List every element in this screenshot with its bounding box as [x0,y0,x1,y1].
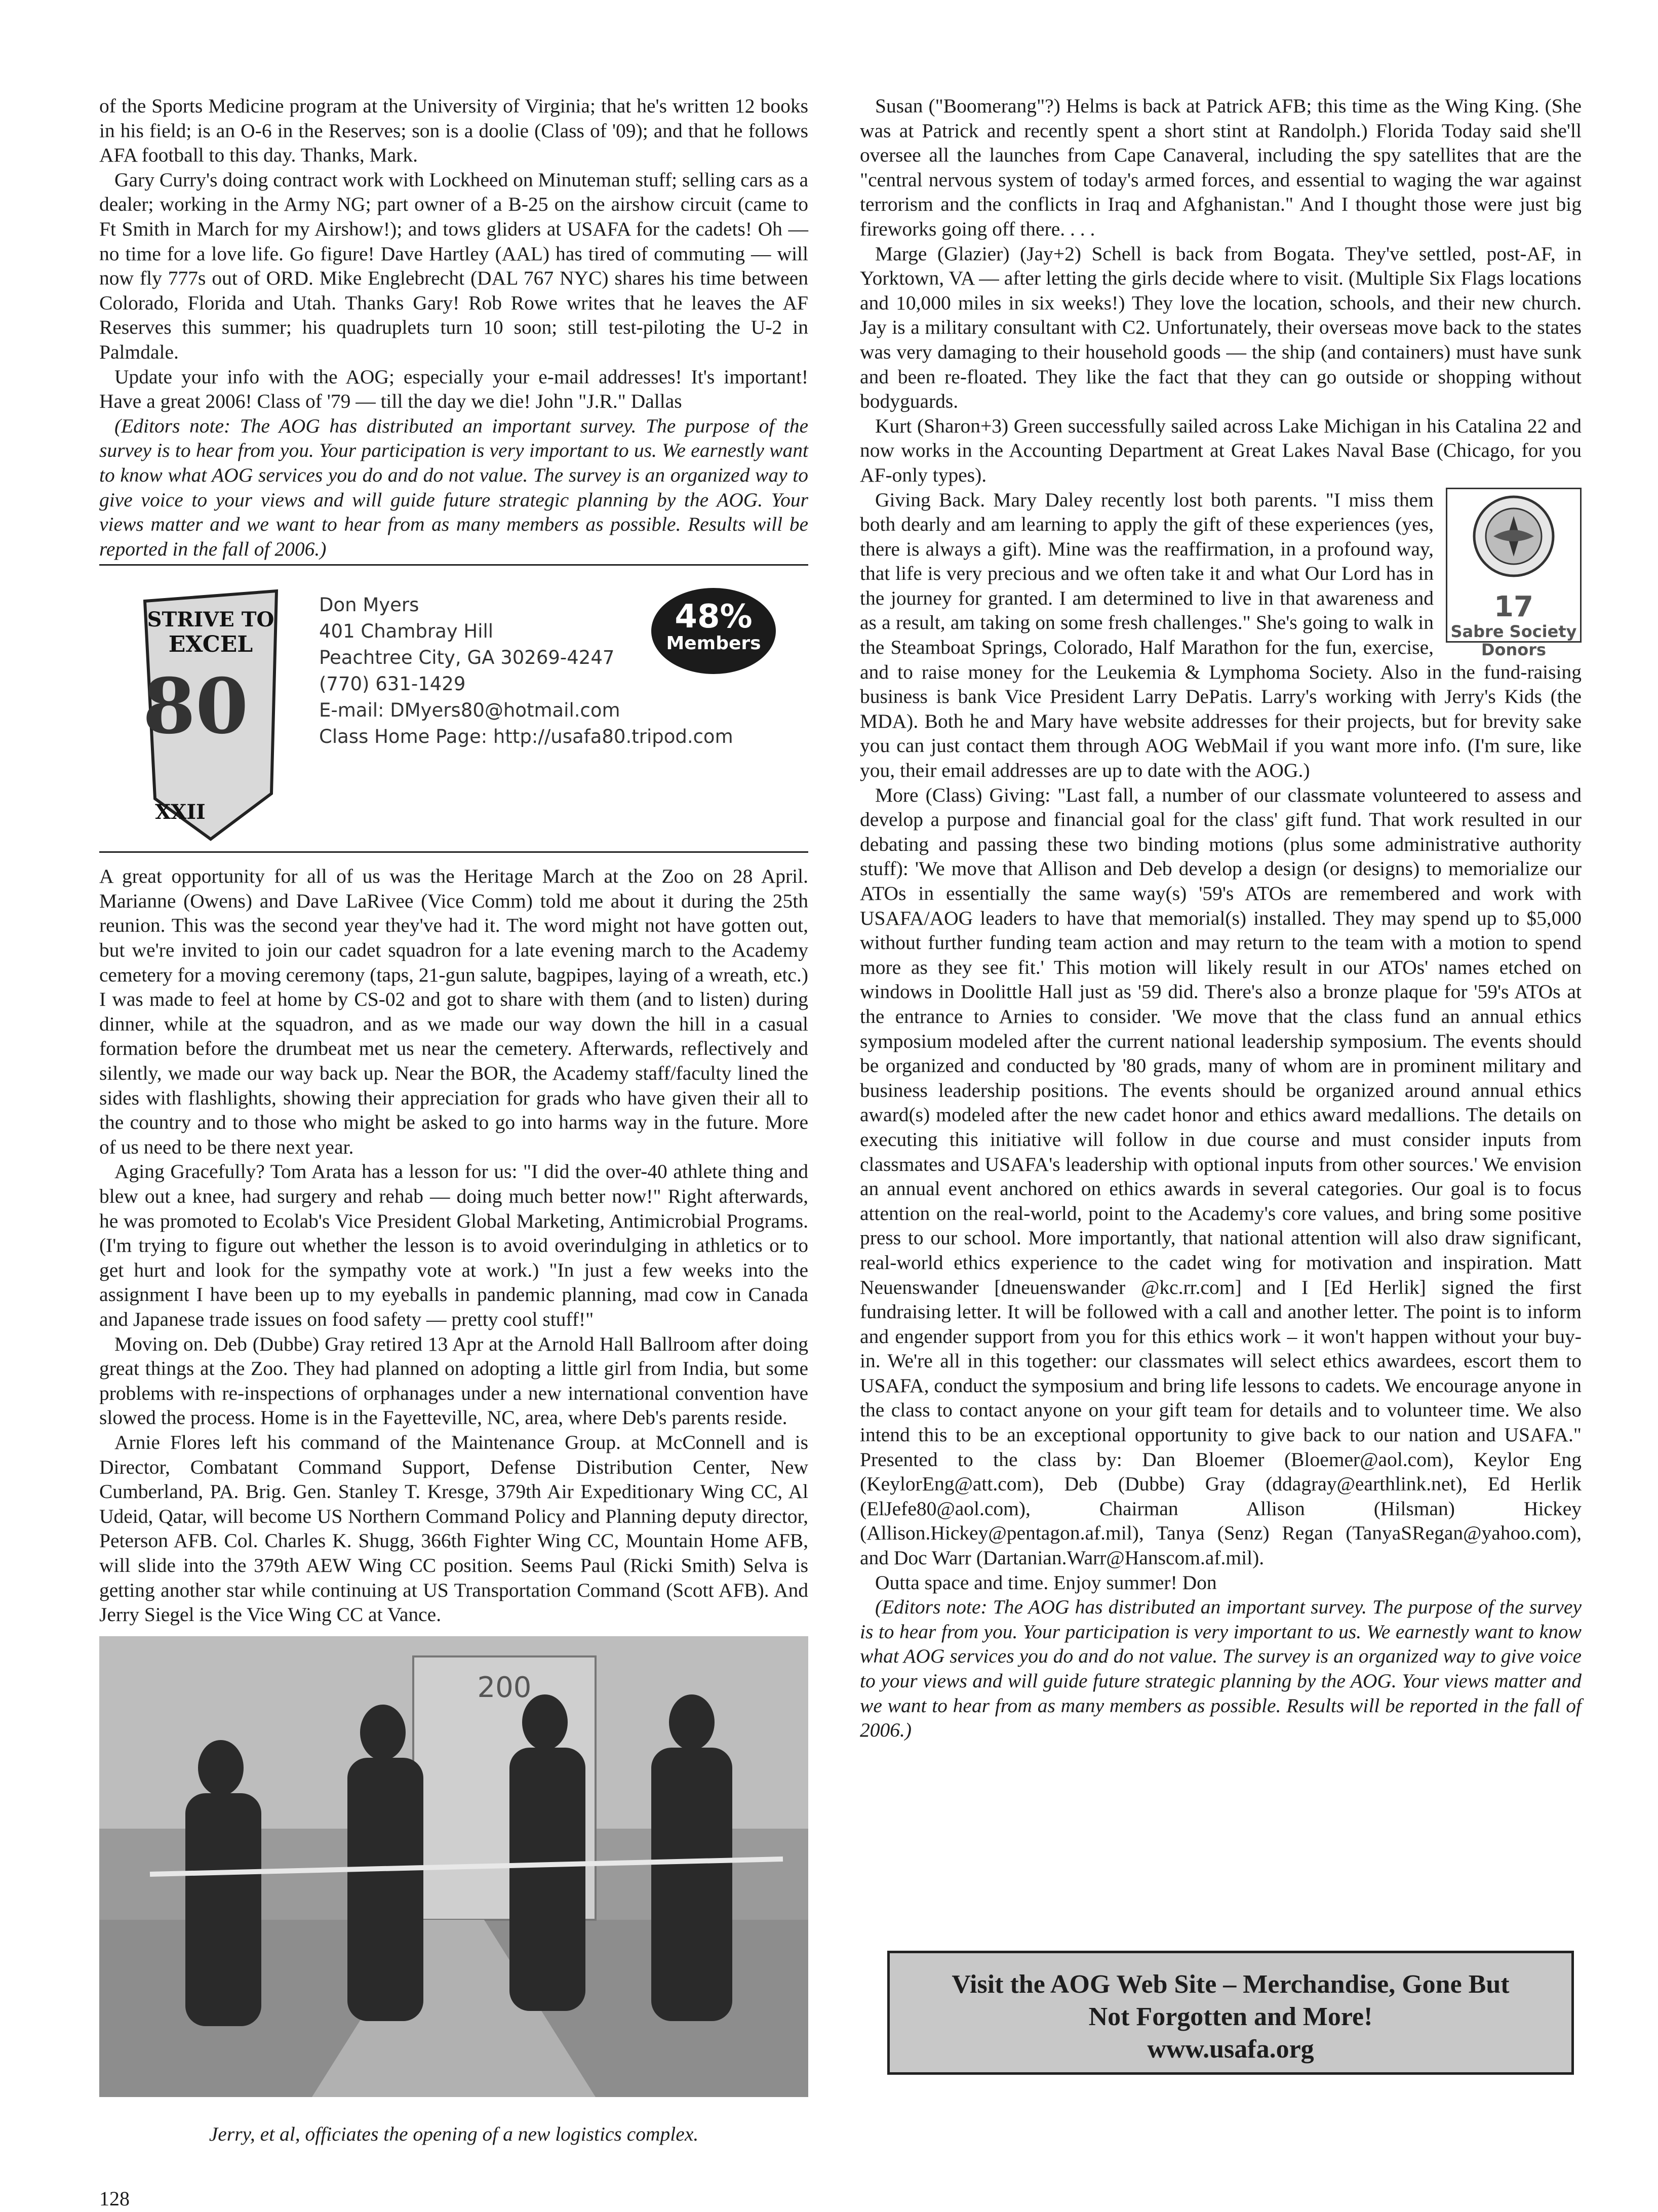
article-paragraph: Moving on. Deb (Dubbe) Gray retired 13 Apr at the Arnold Hall Ballroom after doing great things at the Zoo. They had planned on adopting a little girl from India, but some problems with re-inspections of orphanages under a new international convention have slowed the process. Home is in the Fayetteville, NC, area, where Deb's parents reside. [99,1332,808,1429]
class-contact-block [99,581,808,844]
left-column [99,94,808,2147]
contact-homepage[interactable]: Class Home Page: http://usafa80.tripod.com [319,726,733,748]
article-paragraph: Update your info with the AOG; especially your e-mail addresses! It's important! Have a great 2006! Class of '79 — till the day we die! John "J.R." Dallas [99,365,808,413]
article-paragraph: Arnie Flores left his command of the Maintenance Group. at McConnell and is Director, Combatant Command Support, Defense Distribution Center, New Cumberland, PA. Brig. Gen. Stanley T. Kresge, 379th Air Expeditionary Wing CC, Al Udeid, Qatar, will become US Northern Command Policy and Planning deputy director, Peterson AFB. Col. Charles K. Shugg, 366th Fighter Wing CC, Mountain Home AFB, will slide into the 379th AEW Wing CC position. Seems Paul (Ricki Smith) Selva is getting another star while continuing at US Transportation Command (Scott AFB). And Jerry Siegel is the Vice Wing CC at Vance. [99,1431,808,1626]
building-sign: 200 [477,1671,532,1704]
section-divider [99,564,808,566]
editors-note: (Editors note: The AOG has distributed an important survey. The purpose of the survey is to hear from you. Your participation is very important to us. We earnestly want to know what AOG services you do and do not value. The survey is an organized way to give voice to your views and will guide future strategic planning by the AOG. Your views matter and we want to hear from as many members as possible. Results will be reported in the fall of 2006.) [99,414,808,560]
aog-website-link[interactable]: www.usafa.org [1147,2035,1314,2064]
article-paragraph: Aging Gracefully? Tom Arata has a lesson for us: "I did the over-40 athlete thing and blew out a knee, had surgery and rehab — doing much better now!" Right afterwards, he was promoted to Ecolab's Vice President Global Marketing, Antimicrobial Programs. (I'm trying to figure out whether the lesson is to avoid overindulging in athletics or to get hurt and look for the sympathy vote at work.) "In just a few weeks into the assignment I have been up to my eyeballs in pandemic planning, mad cow in Canada and Japanese trade issues on food safety — pretty cool stuff!" [99,1160,808,1330]
contact-address-line1: 401 Chambray Hill [319,620,494,643]
article-paragraph: of the Sports Medicine program at the University of Virginia; that he's written 12 books in his field; is an O-6 in the Reserves; son is a doolie (Class of '09); and that he follows AFA football to this day. Thanks, Mark. [99,95,808,167]
article-paragraph: More (Class) Giving: "Last fall, a number of our classmate volunteered to assess and develop a purpose and financial goal for the class' gift fund. That work resulted in our debating and passing these two binding motions (plus some administrative authority stuff): 'We move that Allison and Deb develop a design (or designs) to memorialize our ATOs in essentially the same way(s) '59's ATOs are remembered and work with USAFA/AOG leaders to have that memorial(s) installed. They may spend up to $5,000 without further funding team action and may return to the team with a motion to spend more as they see fit.' This motion will likely result in our ATOs' names etched on windows in Doolittle Hall just as '59 did. There's also a bronze plaque for '59's ATOs at the entrance to Arnies to consider. 'We move that the class fund an annual ethics symposium modeled after the current national leadership symposium. The events should be organized and conducted by '80 grads, many of whom are in prominent military and business leadership positions. The events should be organized around annual ethics award(s) modeled after the new cadet honor and ethics award medallions. The details on executing this initiative will follow in due course and must consider inputs from classmates and USAFA's leadership with optional inputs from other sources.' We envision an annual event anchored on ethics awards in several categories. Our goal is to focus attention on the real-world, point to the Academy's core values, and bring some positive press to our school. More importantly, that national attention will also draw significant, real-world ethics experience to the cadet wing for motivation and inspiration. Matt Neuenswander [dneuenswander @kc.rr.com] and I [Ed Herlik] signed the first fundraising letter. It will be followed with a call and another letter. The point is to inform and engender support from you for this ethics work – it won't happen without your buy-in. We're all in this together: our classmates will select ethics awardees, escort them to USAFA, conduct the symposium and bring life lessons to cadets. We encourage anyone in the class to contact anyone on your gift team for details and to volunteer time. We also intend this to be an exceptional opportunity to give back to our nation and USAFA." Presented to the class by: Dan Bloemer (Bloemer@aol.com), Keylor Eng (KeylorEng@att.com), Deb (Dubbe) Gray (ddagray@earthlink.net), Ed Herlik (ElJefe80@aol.com), Chairman Allison (Hilsman) Hickey (Allison.Hickey@pentagon.af.mil), Tanya (Senz) Regan (TanyaSRegan@yahoo.com), and Doc Warr (Dartanian.Warr@Hanscom.af.mil). [860,783,1582,1569]
sabre-label-2: Donors [1481,640,1547,660]
contact-phone: (770) 631-1429 [319,673,466,695]
article-paragraph: Outta space and time. Enjoy summer! Don [875,1571,1217,1594]
sabre-label-1: Sabre Society [1450,622,1577,642]
contact-name: Don Myers [319,594,419,616]
members-percent: 48% [675,598,753,636]
crest-motto-1: STRIVE TO [147,608,274,632]
contact-email[interactable]: E-mail: DMyers80@hotmail.com [319,699,620,722]
article-paragraph: Susan ("Boomerang"?) Helms is back at Patrick AFB; this time as the Wing King. (She was at Patrick and recently spent a short stint at Randolph.) Florida Today said she'll oversee all the launches from Cape Canaveral, including the spy satellites that are the "central nervous system of today's armed forces, and essential to waging the war against terrorism and the conflicts in Iraq and Afghanistan." And I thought those were just big fireworks going off there. . . . [860,95,1582,240]
article-paragraph: A great opportunity for all of us was the Heritage March at the Zoo on 28 April. Marianne (Owens) and Dave LaRivee (Vice Comm) told me about it during the 25th reunion. This was the second year they've had it. The word might not have gotten out, but we're invited to join our cadet squadron for a late evening march to the Academy cemetery for a moving ceremony (taps, 21-gun salute, bagpipes, laying of a wreath, etc.) I was made to feel at home by CS-02 and got to share with them (and to listen) during dinner, while at the squadron, and as we made our way down the hill in a casual formation before the drumbeat met us near the cemetery. Afterwards, reflectively and silently, we made our way back up. Near the BOR, the Academy staff/faculty lined the sides with flashlights, showing their appreciation for grads who have given their all to the country and to those who might be asked to go into harms way in the future. More of us need to be there next year. [99,865,808,1158]
members-label: Members [666,633,761,654]
crest-numeral: XXII [155,800,206,824]
section-divider [99,851,808,853]
aog-website-promo [887,1951,1574,2075]
article-paragraph: Giving Back. Mary Daley recently lost both parents. "I miss them both dearly and am learning to apply the gift of these experiences (yes, there is always a gift). Mine was the reaffirmation, in a profound way, that life is very precious and we often take it and what Our Lord has in the journey for granted. I am determined to live in that awareness and as a result, am taking on some fresh challenges." She's going to walk in the Steamboat Springs, Colorado, Half Marathon for the fun, exercise, and to raise money for the Leukemia & Lymphoma Society. Also in the fund-raising business is bank Vice President Larry DePatis. Larry's working with Jerry's Kids (the MDA). Both he and Mary have website addresses for their projects, but for brevity sake you can just contact them through AOG WebMail if you want more info. (I'm sure, like you, their email addresses are up to date with the AOG.) [860,488,1582,782]
sabre-society-seal [1463,493,1564,579]
contact-address-line2: Peachtree City, GA 30269-4247 [319,647,615,669]
aog-promo-line1: Visit the AOG Web Site – Merchandise, Gone But [952,1970,1510,1999]
page-number: 128 [99,2187,130,2210]
ribbon-cutting-photo [99,1636,808,2097]
editors-note: (Editors note: The AOG has distributed an important survey. The purpose of the survey is to hear from you. Your participation is very important to us. We earnestly want to know what AOG services you do and do not value. The survey is an organized way to give voice to your views and will guide future strategic planning by the AOG. Your views matter and we want to hear from as many members as possible. Results will be reported in the fall of 2006.) [860,1596,1582,1742]
class-crest-logo [125,581,292,844]
members-badge [651,588,776,674]
photo-caption: Jerry, et al, officiates the opening of a new logistics complex. [209,2123,699,2146]
crest-motto-2: EXCEL [168,631,253,658]
sabre-donor-count: 17 [1494,590,1533,624]
article-paragraph: Gary Curry's doing contract work with Lockheed on Minuteman stuff; selling cars as a dealer; working in the Army NG; part owner of a B-25 on the airshow circuit (came to Ft Smith in March for my Airshow!); and tows gliders at USAFA for the cadets! Oh — no time for a love life. Go figure! Dave Hartley (AAL) has tired of commuting — will now fly 777s out of ORD. Mike Englebrecht (DAL 767 NYC) shares his time between Colorado, Florida and Utah. Thanks Gary! Rob Rowe writes that he leaves the AF Reserves this summer; his quadruplets turn 10 soon; still test-piloting the U-2 in Palmdale. [99,168,808,363]
aog-promo-line2: Not Forgotten and More! [1088,2002,1373,2031]
right-column [860,94,1582,1743]
sabre-society-box [1446,488,1582,660]
article-paragraph: Marge (Glazier) (Jay+2) Schell is back from Bogata. They've settled, post-AF, in Yorktown, VA — after letting the girls decide where to visit. (Multiple Six Flags locations and 10,000 miles in six weeks!) They love the location, schools, and their new church. Jay is a military consultant with C2. Unfortunately, their overseas move back to the states was very damaging to their household goods — the ship (and containers) must have sunk and been re-floated. They like the fact that they can go outside or shopping without bodyguards. [860,242,1582,413]
crest-year: 80 [142,662,249,752]
article-paragraph: Kurt (Sharon+3) Green successfully sailed across Lake Michigan in his Catalina 22 and now works in the Accounting Department at Great Lakes Naval Base (Chicago, for you AF-only types). [860,414,1582,486]
